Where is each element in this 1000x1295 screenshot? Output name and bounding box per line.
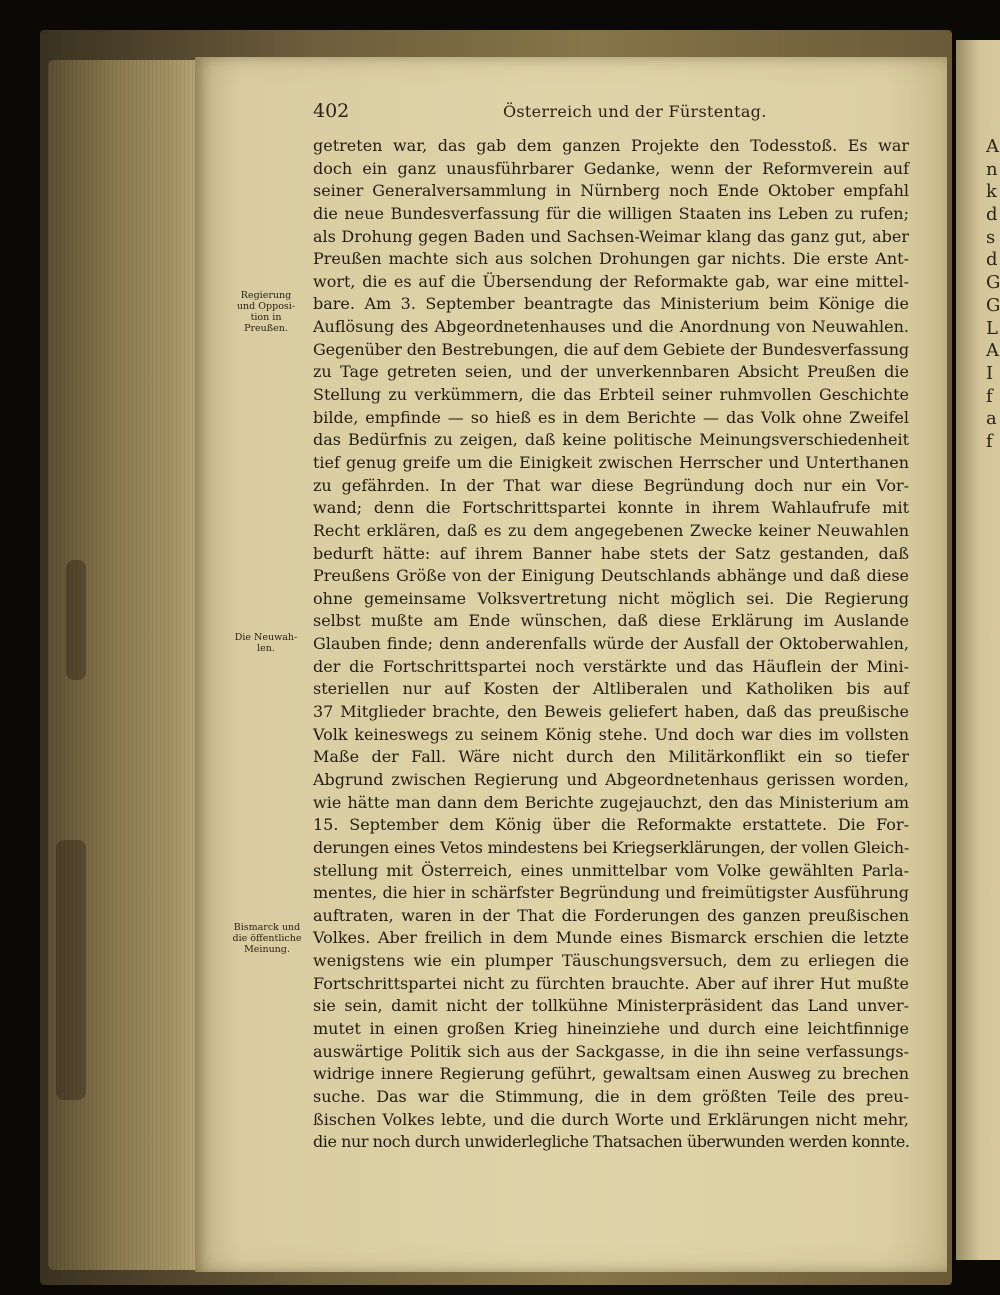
text-line: zu Tage getreten seien, und der unverkennbaren Absicht Preußen die: [313, 362, 909, 382]
margin-note-neuwahlen: Die Neuwah- len.: [234, 632, 298, 654]
next-page-fragment: a: [986, 408, 997, 430]
running-head: [313, 100, 913, 126]
next-page-fragment: f: [986, 430, 993, 452]
page-number: 402: [313, 100, 350, 122]
text-line: Gegenüber den Bestrebungen, die auf dem Gebiete der Bundesverfassung: [313, 339, 909, 359]
text-line: getreten war, das gab dem ganzen Projekte den Todesstoß. Es war: [313, 136, 909, 155]
next-page-fragment: A: [986, 136, 999, 157]
text-line: suche. Das war die Stimmung, die in dem größten Teile des preu-: [313, 1086, 909, 1106]
text-line: Auflösung des Abgeordnetenhauses und die Anordnung von Neuwahlen.: [313, 317, 909, 337]
next-page-fragment: G: [986, 294, 1000, 316]
header-title: Österreich und der Fürstentag.: [503, 102, 767, 121]
text-line: wie hätte man dann dem Berichte zugejauchzt, den das Ministerium am: [313, 792, 909, 812]
next-page-fragment: G: [986, 272, 1000, 294]
text-line: selbst mußte am Ende wünschen, daß diese Erklärung im Auslande: [313, 611, 909, 631]
text-line: Glauben finde; denn anderenfalls würde der Ausfall der Oktoberwahlen,: [313, 634, 909, 654]
text-line: mentes, die hier in schärfster Begründung und freimütigster Ausführung: [313, 883, 909, 903]
text-line: Volkes. Aber freilich in dem Munde eines Bismarck erschien die letzte: [313, 928, 909, 948]
next-page-fragment: n: [986, 158, 998, 180]
text-line: wand; denn die Fortschrittspartei konnte in ihrem Wahlaufrufe mit: [313, 498, 909, 518]
margin-note-bismarck: Bismarck und die öffentliche Meinung.: [232, 922, 302, 955]
text-line: stellung mit Österreich, eines unmittelbar vom Volke gewählten Parla-: [313, 860, 909, 880]
text-line: seiner Generalversammlung in Nürnberg noch Ende Oktober empfahl: [313, 181, 909, 201]
text-line: widrige innere Regierung geführt, gewaltsam einen Ausweg zu brechen: [313, 1064, 909, 1084]
next-page-fragment: L: [986, 317, 998, 339]
text-line: Abgrund zwischen Regierung und Abgeordnetenhaus gerissen worden,: [313, 769, 909, 789]
text-line: wort, die es auf die Übersendung der Reformakte gab, war eine mittel-: [313, 271, 909, 291]
text-line: tief genug greife um die Einigkeit zwischen Herrscher und Unterthanen: [313, 452, 909, 472]
text-line: mutet in einen großen Krieg hineinziehe und durch eine leichtfinnige: [313, 1018, 909, 1038]
text-line: steriellen nur auf Kosten der Altliberalen und Katholiken bis auf: [313, 679, 909, 699]
text-line: Maße der Fall. Wäre nicht durch den Militärkonflikt ein so tiefer: [313, 747, 909, 767]
text-line: Preußen machte sich aus solchen Drohungen gar nichts. Die erste Ant-: [313, 249, 909, 269]
text-line: als Drohung gegen Baden und Sachsen-Weimar klang das ganz gut, aber: [313, 226, 909, 246]
text-line: auswärtige Politik sich aus der Sackgasse, in die ihn seine verfassungs-: [313, 1041, 909, 1061]
next-page-fragment: I: [986, 362, 994, 384]
text-line: Stellung zu verkümmern, die das Erbteil seiner ruhmvollen Geschichte: [313, 385, 909, 405]
text-line: zu gefährden. In der That war diese Begründung doch nur ein Vor-: [313, 475, 909, 495]
page-edges: [48, 60, 198, 1270]
text-line: sie sein, damit nicht der tollkühne Ministerpräsident das Land unver-: [313, 996, 909, 1016]
next-page-fragment: A: [986, 340, 999, 362]
text-line: bilde, empfinde — so hieß es in dem Berichte — das Volk ohne Zweifel: [313, 407, 909, 427]
next-page-fragment: d: [986, 249, 998, 271]
body-text: [313, 135, 909, 1154]
text-line: bare. Am 3. September beantragte das Ministerium beim Könige die: [313, 294, 909, 314]
text-line: 37 Mitglieder brachte, den Beweis geliefert haben, daß das preußische: [313, 702, 909, 722]
text-line: bedurft hätte: auf ihrem Banner habe stets der Satz gestanden, daß: [313, 543, 909, 563]
text-line: die neue Bundesverfassung für die willigen Staaten ins Leben zu rufen;: [313, 203, 909, 223]
next-page-fragment: s: [986, 226, 996, 248]
text-line: Fortschrittspartei nicht zu fürchten brauchte. Aber auf ihrer Hut mußte: [313, 973, 909, 993]
text-line: ßischen Volkes lebte, und die durch Worte und Erklärungen nicht mehr,: [313, 1109, 909, 1129]
text-line: doch ein ganz unausführbarer Gedanke, wenn der Reformverein auf: [313, 158, 909, 178]
next-page-text: [986, 136, 1000, 454]
margin-note-regierung: Regierung und Opposi- tion in Preußen.: [236, 290, 296, 334]
next-page-fragment: k: [986, 181, 997, 203]
text-line: derungen eines Vetos mindestens bei Kriegserklärungen, der vollen Gleich-: [313, 837, 909, 857]
next-page-fragment: f: [986, 385, 993, 407]
text-line: ohne gemeinsame Volksvertretung nicht möglich sei. Die Regierung: [313, 588, 909, 608]
text-line: Preußens Größe von der Einigung Deutschlands abhänge und daß diese: [313, 566, 909, 586]
text-line: Volk keineswegs zu seinem König stehe. Und doch war dies im vollsten: [313, 724, 909, 744]
text-line: Recht erklären, daß es zu dem angegebenen Zwecke keiner Neuwahlen: [313, 520, 909, 540]
text-line: wenigstens wie ein plumper Täuschungsversuch, dem zu erliegen die: [313, 951, 909, 971]
next-page-fragment: d: [986, 204, 998, 226]
text-line: die nur noch durch unwiderlegliche Thatsachen überwunden werden konnte.: [313, 1132, 910, 1152]
text-line: 15. September dem König über die Reformakte erstattete. Die For-: [313, 815, 909, 835]
text-line: auftraten, waren in der That die Forderungen des ganzen preußischen: [313, 905, 909, 925]
text-line: der die Fortschrittspartei noch verstärkte und das Häuflein der Mini-: [313, 656, 909, 676]
text-line: das Bedürfnis zu zeigen, daß keine politische Meinungsverschiedenheit: [313, 430, 909, 450]
